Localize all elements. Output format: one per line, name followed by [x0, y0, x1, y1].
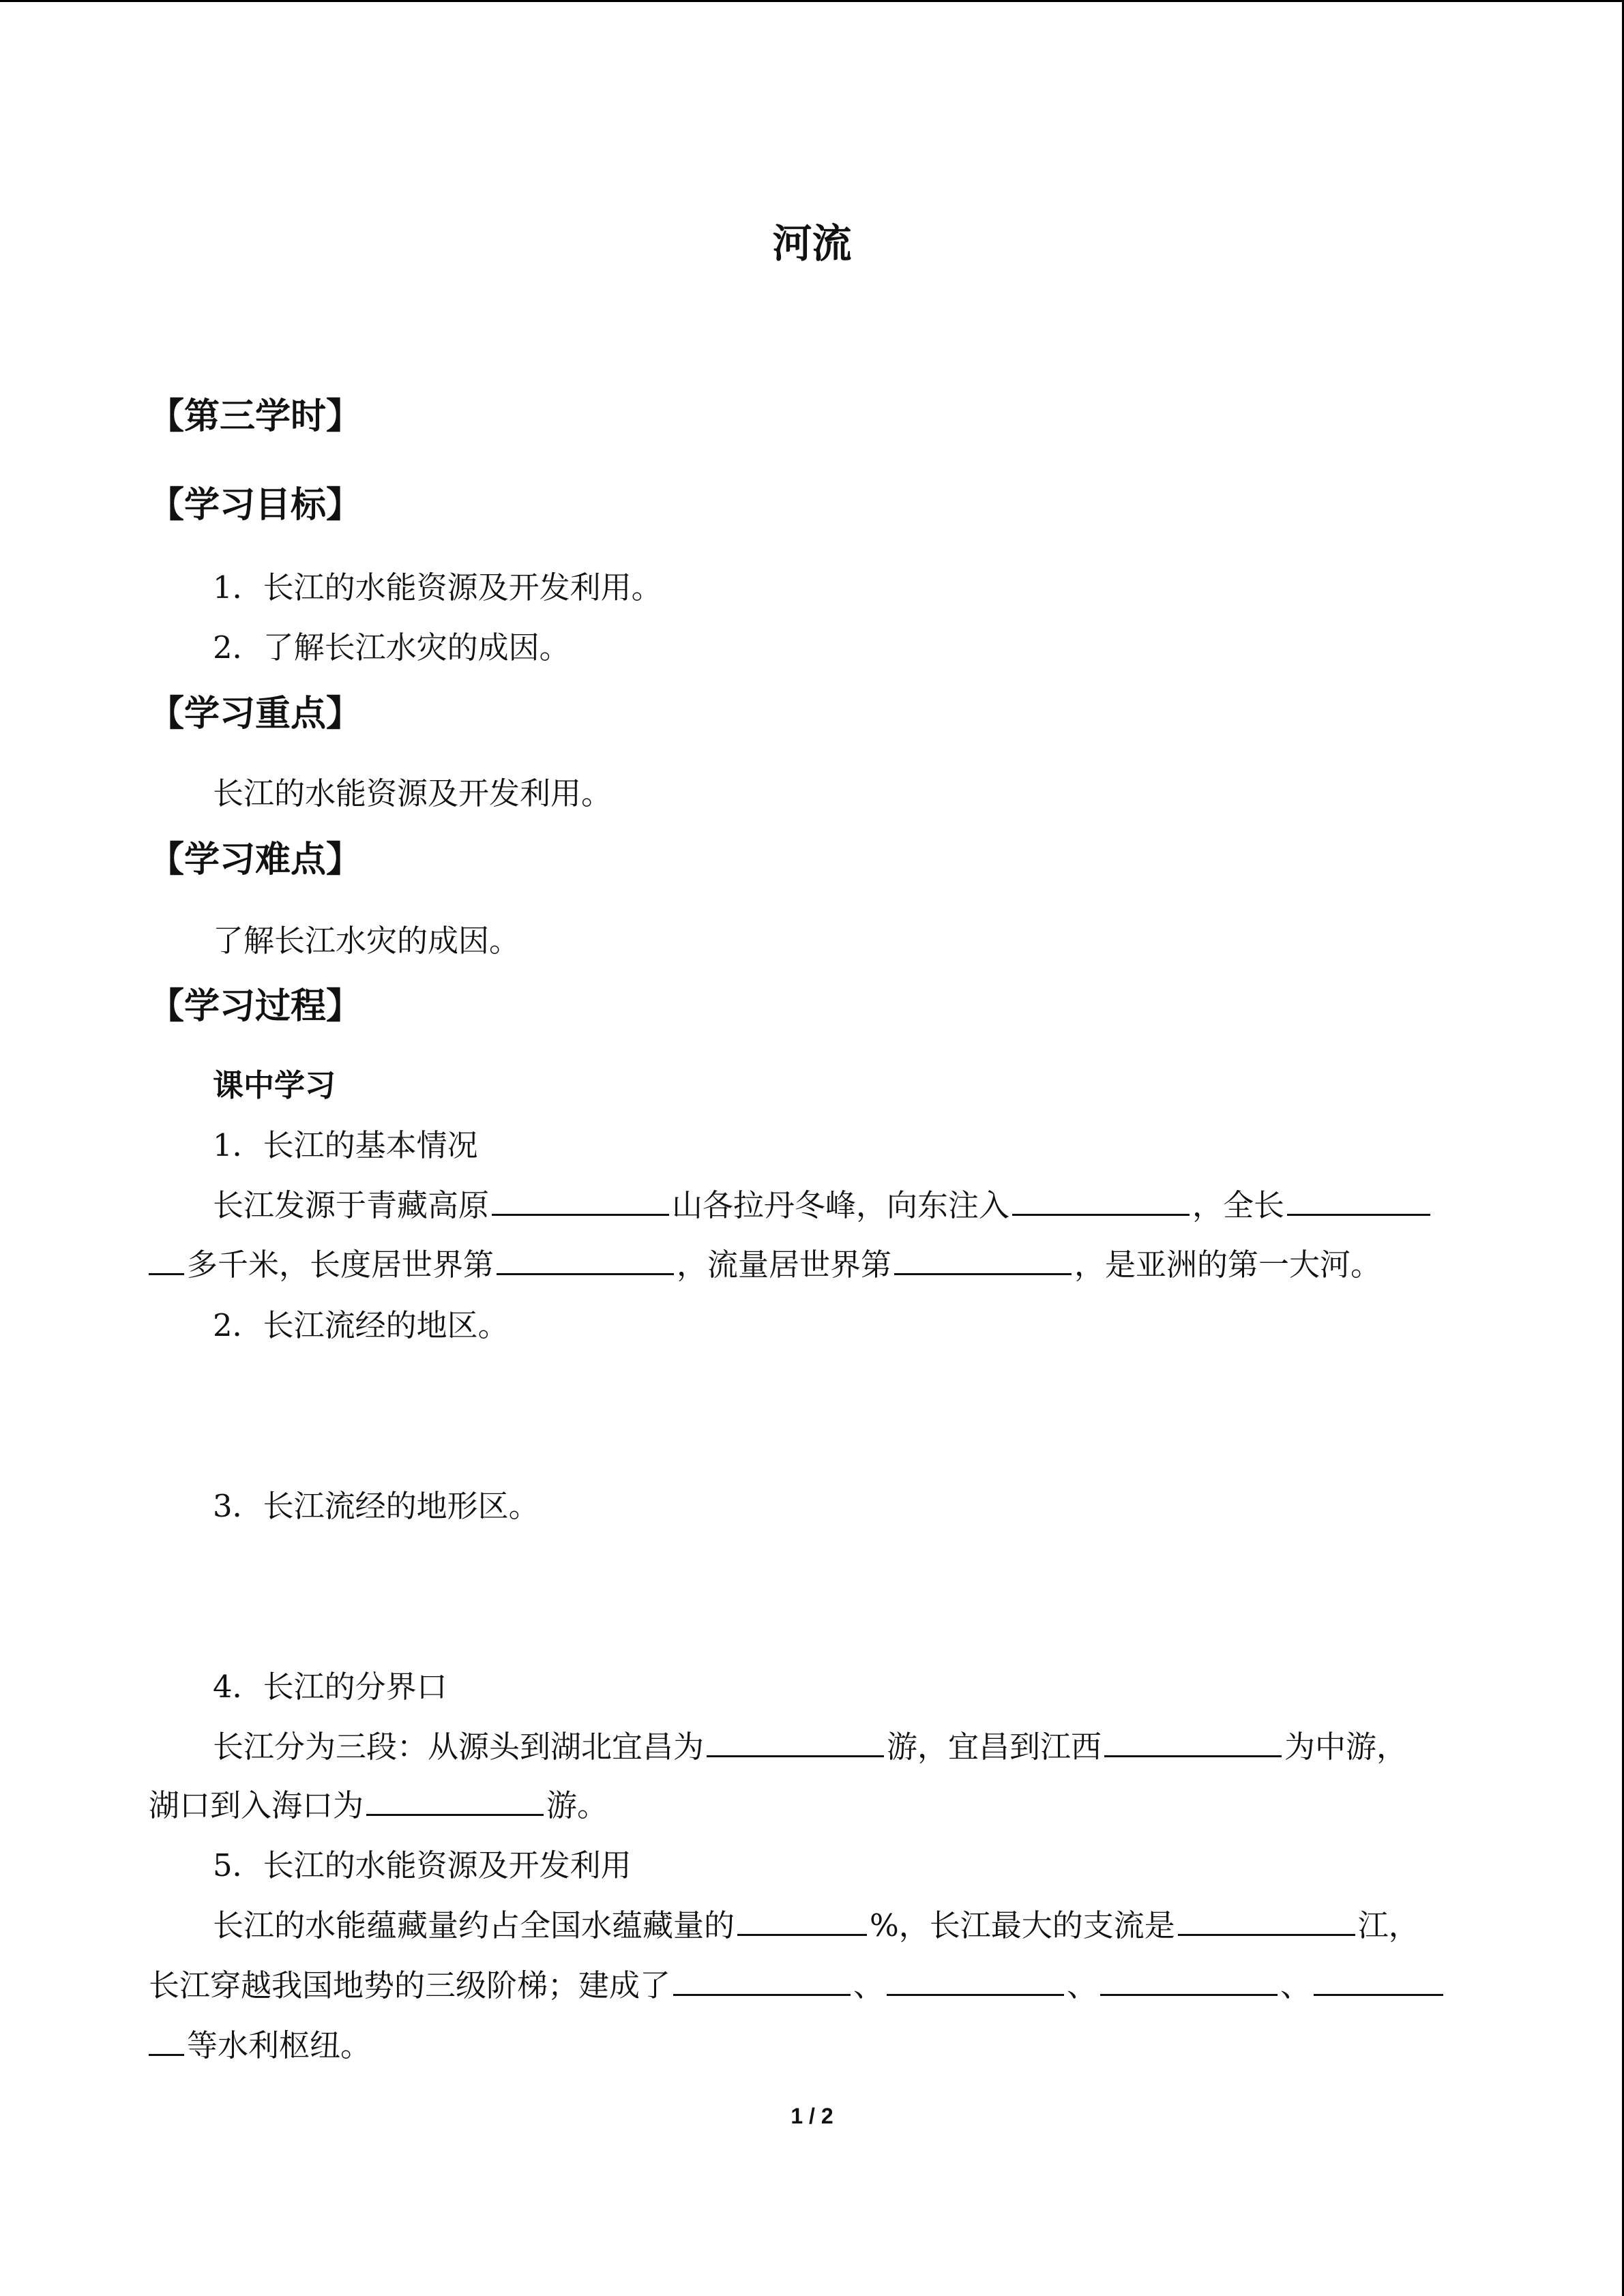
- question-5-line-3: [149, 2021, 371, 2065]
- question-1-line-2: [149, 1240, 1381, 1284]
- question-5-title: 5．长江的水能资源及开发利用: [213, 1847, 632, 1883]
- question-1-text-d: 多千米，长度居世界第: [187, 1247, 494, 1283]
- question-3-title: 3．长江流经的地形区。: [213, 1488, 540, 1524]
- list-separator: 、: [1280, 1967, 1312, 2003]
- question-4-text-e: 游。: [546, 1787, 608, 1823]
- question-1-line-1: [213, 1180, 1433, 1225]
- question-5-text-d: 长江穿越我国地势的三级阶梯；建成了: [149, 1967, 671, 2003]
- question-1-text-f: ，是亚洲的第一大河。: [1074, 1247, 1382, 1283]
- fill-blank[interactable]: [894, 1272, 1072, 1275]
- inclass-subheading: 课中学习: [213, 1067, 336, 1103]
- question-5-text-a: 长江的水能蕴藏量约占全国水蕴藏量的: [213, 1907, 735, 1943]
- fill-blank[interactable]: [737, 1933, 867, 1936]
- question-1-text-e: ，流量居世界第: [677, 1247, 892, 1283]
- list-separator: 、: [1067, 1967, 1098, 2003]
- question-4-text-a: 长江分为三段：从源头到湖北宜昌为: [213, 1729, 705, 1765]
- page-top-border: [0, 0, 1624, 2]
- question-2-title: 2．长江流经的地区。: [213, 1307, 509, 1343]
- question-4-line-1: [213, 1722, 1407, 1766]
- fill-blank[interactable]: [1287, 1213, 1430, 1216]
- section-heading-goals: 【学习目标】: [149, 485, 362, 526]
- fill-blank[interactable]: [887, 1993, 1064, 1996]
- fill-blank[interactable]: [366, 1813, 544, 1816]
- fill-blank[interactable]: [1178, 1933, 1355, 1936]
- section-heading-difficulty: 【学习难点】: [149, 839, 362, 880]
- question-4-title: 4．长江的分界口: [213, 1669, 447, 1705]
- fill-blank[interactable]: [492, 1213, 669, 1216]
- page-number: 1 / 2: [791, 2104, 833, 2128]
- page-title: 河流: [772, 220, 852, 267]
- fill-blank[interactable]: [1314, 1993, 1443, 1996]
- goal-item-2: 2．了解长江水灾的成因。: [213, 629, 570, 666]
- question-1-text-b: 山各拉丹冬峰，向东注入: [672, 1187, 1010, 1223]
- question-4-line-2: [149, 1780, 608, 1825]
- fill-blank[interactable]: [707, 1755, 884, 1757]
- difficulty-text: 了解长江水灾的成因。: [213, 923, 520, 959]
- fill-blank[interactable]: [149, 2053, 184, 2056]
- fill-blank[interactable]: [1104, 1755, 1282, 1757]
- question-1-text-a: 长江发源于青藏高原: [213, 1187, 490, 1223]
- fill-blank[interactable]: [673, 1993, 851, 1996]
- section-heading-period: 【第三学时】: [149, 396, 362, 437]
- fill-blank[interactable]: [1012, 1213, 1190, 1216]
- fill-blank[interactable]: [149, 1272, 184, 1275]
- fill-blank[interactable]: [1100, 1993, 1278, 1996]
- section-heading-focus: 【学习重点】: [149, 694, 362, 734]
- fill-blank[interactable]: [497, 1272, 674, 1275]
- question-4-text-c: 为中游，: [1284, 1729, 1408, 1765]
- goal-item-1: 1．长江的水能资源及开发利用。: [213, 569, 662, 606]
- question-1-text-c: ，全长: [1192, 1187, 1285, 1223]
- question-5-text-b: %，长江最大的支流是: [870, 1907, 1175, 1943]
- question-1-title: 1．长江的基本情况: [213, 1127, 478, 1163]
- section-heading-process: 【学习过程】: [149, 986, 362, 1027]
- question-5-text-e: 等水利枢纽。: [187, 2027, 372, 2063]
- focus-text: 长江的水能资源及开发利用。: [213, 775, 612, 811]
- list-separator: 、: [853, 1967, 885, 2003]
- question-4-text-d: 湖口到入海口为: [149, 1787, 364, 1823]
- question-5-text-c: 江，: [1357, 1907, 1419, 1943]
- question-4-text-b: 游，宜昌到江西: [887, 1729, 1102, 1765]
- question-5-line-2: [149, 1960, 1446, 2005]
- question-5-line-1: [213, 1900, 1419, 1945]
